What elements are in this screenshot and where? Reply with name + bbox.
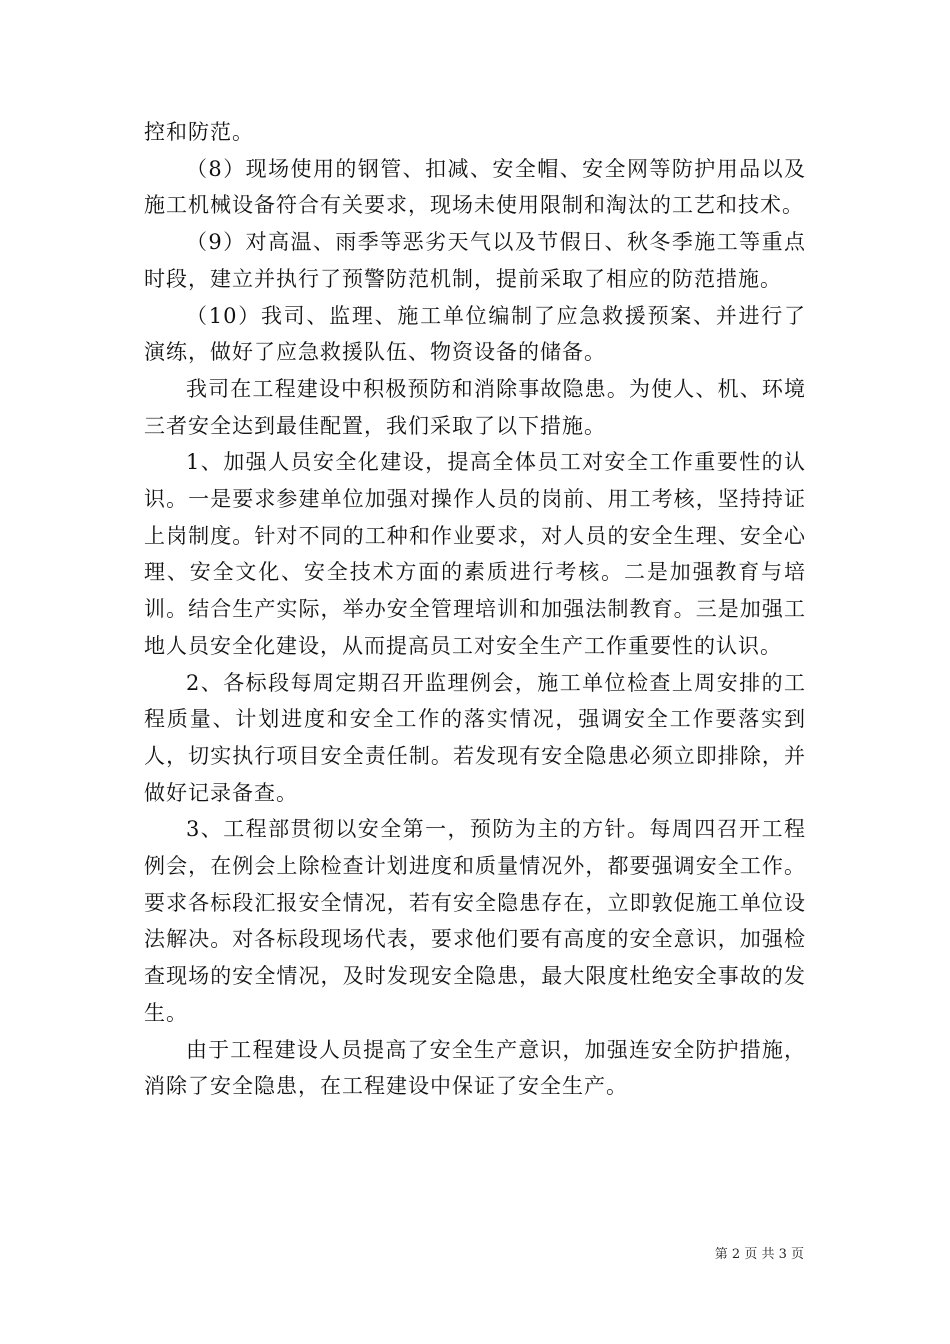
paragraph-1: 控和防范。 xyxy=(144,120,254,144)
paragraph-item-10: （10）我司、监理、施工单位编制了应急救援预案、并进行了演练，做好了应急救援队伍、物资设备的储备。 xyxy=(144,303,806,365)
paragraph-measure-3: 3、工程部贯彻以安全第一，预防为主的方针。每周四召开工程例会，在例会上除检查计划进度和质量情况外，都要强调安全工作。要求各标段汇报安全情况，若有安全隐患存在，立即敦促施工单位设法解决。对各标段现场代表，要求他们要有高度的安全意识，加强检查现场的安全情况，及时发现安全隐患，最大限度杜绝安全事故的发生。 xyxy=(144,817,806,1025)
paragraph-measures-intro: 我司在工程建设中积极预防和消除事故隐患。为使人、机、环境三者安全达到最佳配置，我们采取了以下措施。 xyxy=(144,376,806,438)
document-body xyxy=(144,114,806,1105)
paragraph-conclusion: 由于工程建设人员提高了安全生产意识，加强连安全防护措施，消除了安全隐患，在工程建设中保证了安全生产。 xyxy=(144,1037,806,1099)
paragraph-measure-1: 1、加强人员安全化建设，提高全体员工对安全工作重要性的认识。一是要求参建单位加强对操作人员的岗前、用工考核，坚持持证上岗制度。针对不同的工种和作业要求，对人员的安全生理、安全心理、安全文化、安全技术方面的素质进行考核。二是加强教育与培训。结合生产实际，举办安全管理培训和加强法制教育。三是加强工地人员安全化建设，从而提高员工对安全生产工作重要性的认识。 xyxy=(144,450,806,658)
paragraph-measure-2: 2、各标段每周定期召开监理例会，施工单位检查上周安排的工程质量、计划进度和安全工作的落实情况，强调安全工作要落实到人，切实执行项目安全责任制。若发现有安全隐患必须立即排除，并做好记录备查。 xyxy=(144,670,806,805)
page-number-footer: 第 2 页 共 3 页 xyxy=(714,1247,804,1262)
paragraph-item-9: （9）对高温、雨季等恶劣天气以及节假日、秋冬季施工等重点时段，建立并执行了预警防范机制，提前采取了相应的防范措施。 xyxy=(144,230,806,291)
paragraph-item-8: （8）现场使用的钢管、扣减、安全帽、安全网等防护用品以及施工机械设备符合有关要求，现场未使用限制和淘汰的工艺和技术。 xyxy=(144,156,806,218)
